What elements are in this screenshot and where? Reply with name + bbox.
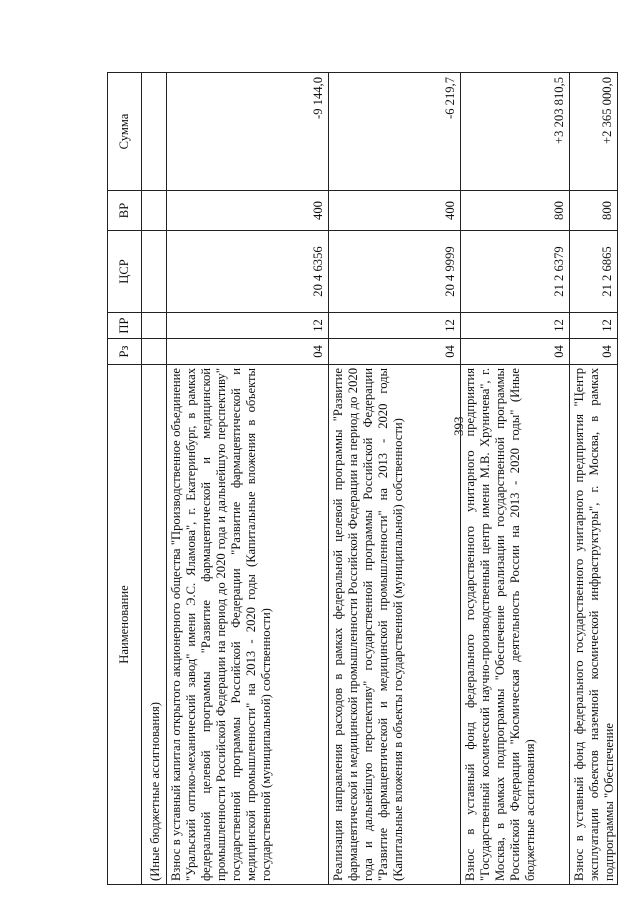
continuation-row xyxy=(142,73,167,885)
row-pr: 12 xyxy=(329,313,461,339)
col-header-vr: ВР xyxy=(108,191,142,231)
table-row xyxy=(167,73,329,885)
table-row xyxy=(461,73,570,885)
table-row xyxy=(329,73,461,885)
row-sum: -6 219,7 xyxy=(329,73,461,191)
col-header-csr: ЦСР xyxy=(108,231,142,313)
row-pr: 12 xyxy=(167,313,329,339)
row-sum: -9 144,0 xyxy=(167,73,329,191)
row-csr: 20 4 6356 xyxy=(167,231,329,313)
row-rz: 04 xyxy=(329,339,461,365)
col-header-sum: Сумма xyxy=(108,73,142,191)
row-name: Взнос в уставный капитал открытого акционерного общества "Производственное объединение "Уральский оптико-механический завод" имени Э.С. Яламова", г. Екатеринбург, в рамках федеральной целевой программы "Развитие фармацевтической и медицинской промышленности Российской Федерации на период до 2020 года и дальнейшую перспективу" государственной программы Российской Федерации "Развитие фармацевтической и медицинской промышленности" на 2013 - 2020 годы (Капитальные вложения в объекты государственной (муниципальной) собственности) xyxy=(167,365,329,885)
table-row xyxy=(570,73,618,885)
row-vr: 400 xyxy=(167,191,329,231)
page-number: 393 xyxy=(451,416,466,436)
table-header-row xyxy=(108,73,142,885)
budget-table xyxy=(107,72,618,885)
row-sum: +2 365 000,0 xyxy=(570,73,618,191)
row-pr: 12 xyxy=(461,313,570,339)
row-csr: 21 2 6379 xyxy=(461,231,570,313)
row-rz: 04 xyxy=(167,339,329,365)
row-name: Взнос в уставный фонд федерального государственного унитарного предприятия "Центр эксплуатации объектов наземной космической инфраструктуры", г. Москва, в рамках подпрограммы "Обеспечение xyxy=(570,365,618,885)
row-name: Реализация направления расходов в рамках федеральной целевой программы "Развитие фармацевтической и медицинской промышленности Российской Федерации на период до 2020 года и дальнейшую перспективу" государственной программы Российской Федерации "Развитие фармацевтической и медицинской промышленности" на 2013 - 2020 годы (Капитальные вложения в объекты государственной (муниципальной) собственности) xyxy=(329,365,461,885)
row-csr: 20 4 9999 xyxy=(329,231,461,313)
row-name: Взнос в уставный фонд федерального государственного унитарного предприятия "Государственный космический научно-производственный центр имени М.В. Хруничева", г. Москва, в рамках подпрограммы "Обеспечение реализации государственной программы Российской Федерации "Космическая деятельность России на 2013 - 2020 годы" (Иные бюджетные ассигнования) xyxy=(461,365,570,885)
continuation-text: (Иные бюджетные ассигнования) xyxy=(142,365,167,885)
row-vr: 800 xyxy=(570,191,618,231)
rotated-page-content xyxy=(107,55,616,885)
row-rz: 04 xyxy=(570,339,618,365)
row-pr: 12 xyxy=(570,313,618,339)
row-rz: 04 xyxy=(461,339,570,365)
row-vr: 400 xyxy=(329,191,461,231)
col-header-rz: Рз xyxy=(108,339,142,365)
row-vr: 800 xyxy=(461,191,570,231)
row-csr: 21 2 6865 xyxy=(570,231,618,313)
row-sum: +3 203 810,5 xyxy=(461,73,570,191)
col-header-pr: ПР xyxy=(108,313,142,339)
col-header-name: Наименование xyxy=(108,365,142,885)
